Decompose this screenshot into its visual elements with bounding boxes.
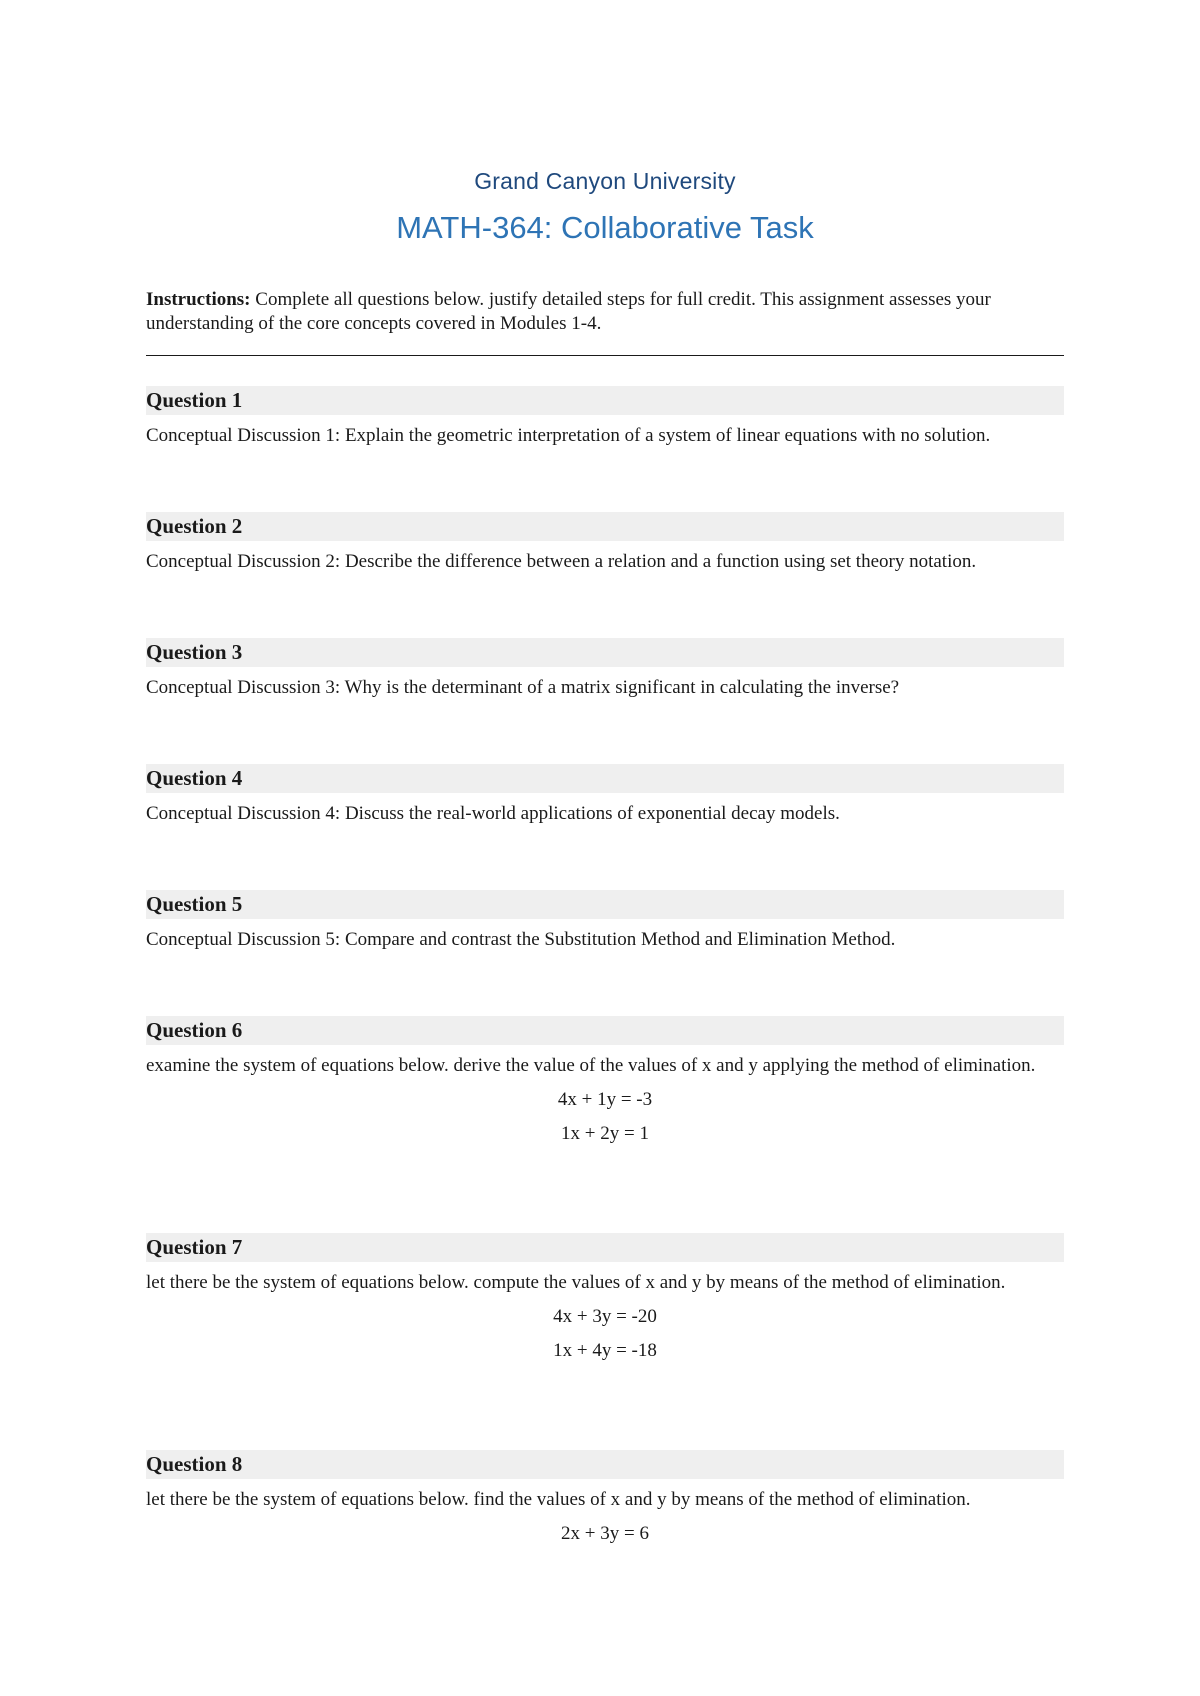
question-1 xyxy=(146,386,1064,448)
question-8 xyxy=(146,1450,1064,1546)
question-7 xyxy=(146,1233,1064,1363)
equation: 4x + 3y = -20 xyxy=(553,1306,657,1327)
question-text: Conceptual Discussion 2: Describe the difference between a relation and a function using set theory notation. xyxy=(146,551,977,572)
question-3 xyxy=(146,638,1064,700)
question-2 xyxy=(146,512,1064,574)
divider xyxy=(146,355,1064,356)
equation: 4x + 1y = -3 xyxy=(557,1089,653,1110)
question-text: Conceptual Discussion 3: Why is the determinant of a matrix significant in calculating the inverse? xyxy=(146,677,900,698)
question-text: examine the system of equations below. derive the value of the values of x and y applying the method of elimination. xyxy=(146,1055,1036,1076)
instructions-text: Complete all questions below. justify detailed steps for full credit. This assignment assesses your understanding of the core concepts covered in Modules 1-4. xyxy=(146,289,991,334)
question-title: Question 4 xyxy=(146,764,1064,793)
university-name: Grand Canyon University xyxy=(474,168,736,194)
equation: 2x + 3y = 6 xyxy=(561,1523,649,1544)
instructions-label: Instructions: xyxy=(146,289,251,310)
question-text: Conceptual Discussion 1: Explain the geometric interpretation of a system of linear equations with no solution. xyxy=(146,425,991,446)
question-title: Question 8 xyxy=(146,1450,1064,1479)
question-title: Question 6 xyxy=(146,1016,1064,1045)
question-title: Question 3 xyxy=(146,638,1064,667)
question-text: let there be the system of equations below. compute the values of x and y by means of the method of elimination. xyxy=(146,1272,1006,1293)
question-4 xyxy=(146,764,1064,826)
course-title: MATH-364: Collaborative Task xyxy=(396,210,814,245)
instructions xyxy=(146,288,1064,336)
question-title: Question 1 xyxy=(146,386,1064,415)
question-title: Question 5 xyxy=(146,890,1064,919)
equation: 1x + 2y = 1 xyxy=(561,1123,649,1144)
question-title: Question 7 xyxy=(146,1233,1064,1262)
question-text: Conceptual Discussion 4: Discuss the real-world applications of exponential decay models. xyxy=(146,803,840,824)
equation: 1x + 4y = -18 xyxy=(553,1340,657,1361)
question-6 xyxy=(146,1016,1064,1146)
question-text: Conceptual Discussion 5: Compare and contrast the Substitution Method and Elimination Method. xyxy=(146,929,896,950)
question-text: let there be the system of equations below. find the values of x and y by means of the method of elimination. xyxy=(146,1489,971,1510)
question-5 xyxy=(146,890,1064,952)
question-title: Question 2 xyxy=(146,512,1064,541)
